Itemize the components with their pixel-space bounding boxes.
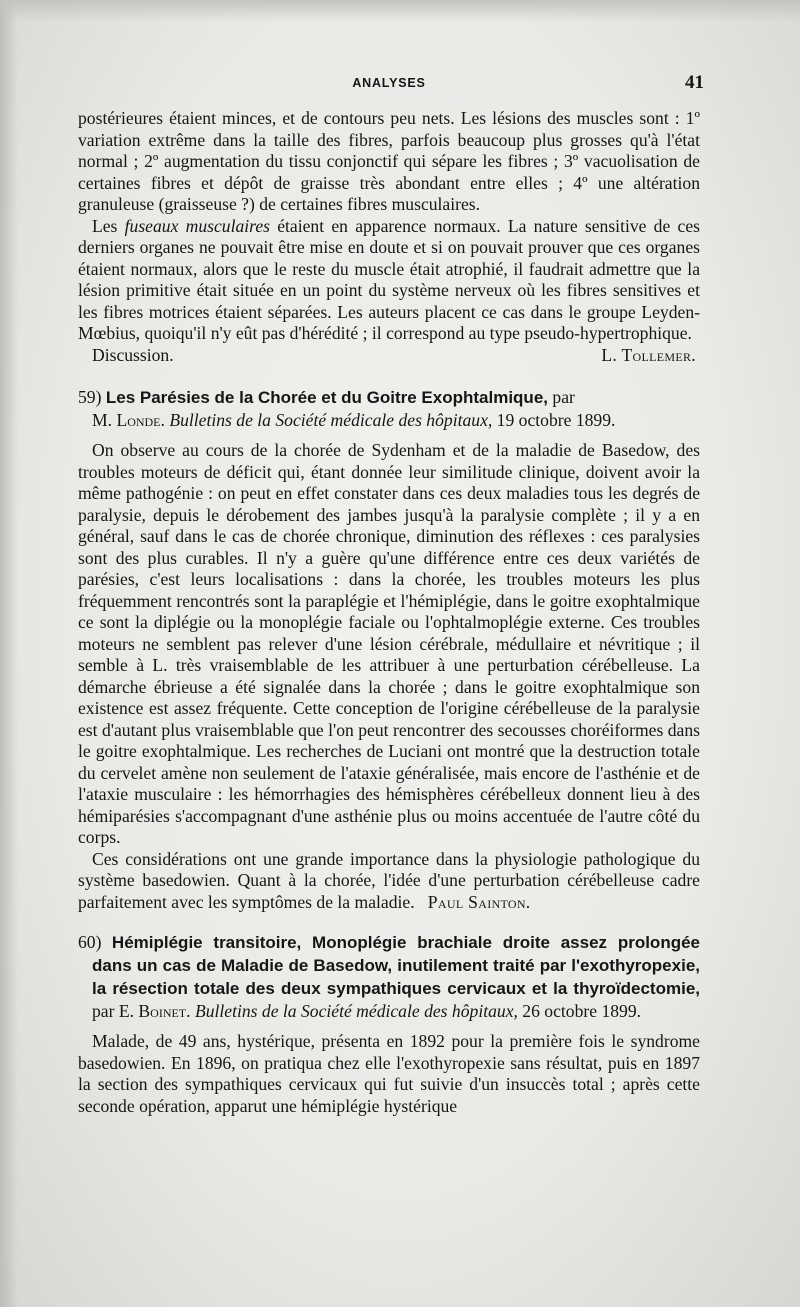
entry-59-number: 59) xyxy=(78,387,102,407)
entry-59-author: M. Londe. xyxy=(92,410,165,430)
intro-paragraph-2-lead: Les xyxy=(92,215,125,236)
entry-59-title: Les Parésies de la Chorée et du Goitre Exophtalmique, xyxy=(105,388,548,407)
page-body xyxy=(78,108,700,1117)
intro-signature-line xyxy=(78,345,700,367)
entry-59-date: 19 octobre 1899. xyxy=(492,410,616,430)
discussion-label: Discussion. xyxy=(92,344,174,365)
signature-sainton: Paul Sainton. xyxy=(427,891,531,912)
page-shadow-top xyxy=(0,0,800,22)
entry-60-source: Bulletins de la Société médicale des hôpitaux, xyxy=(190,1001,518,1021)
entry-60-date: 26 octobre 1899. xyxy=(517,1001,642,1021)
entry-60-heading xyxy=(78,931,700,1022)
entry-59-par: par xyxy=(548,387,575,407)
page-shadow-left xyxy=(0,0,18,1307)
entry-60-title: Hémiplégie transitoire, Monoplégie brachiale droite assez prolongée dans un cas de Maladie de Basedow, inutilement traité par l'exothyropexie, la résection totale des deux sympathiques cervicaux et la thyroïdectomie, xyxy=(92,933,700,998)
entry-59-heading xyxy=(78,386,700,431)
intro-paragraph-2-rest: étaient en apparence normaux. La nature sensitive de ces derniers organes ne pouvait être mise en doute et si on pouvait prouver que ces organes étaient normaux, alors que le reste du muscle était atrophié, il faudrait admettre que la lésion primitive était située en un point du système nerveux où les fibres sensitives et les fibres motrices étaient séparées. Les auteurs placent ce cas dans le groupe Leyden-Mœbius, quoiqu'il n'y eût pas d'hérédité ; il correspond au type pseudo-hypertrophique. xyxy=(78,215,700,343)
entry-59-paragraph-2-text: Ces considérations ont une grande importance dans la physiologie pathologique du système basedowien. Quant à la chorée, l'idée d'une perturbation cérébelleuse cadre parfaitement avec les symptômes de la maladie. xyxy=(78,848,700,912)
entry-59-source: Bulletins de la Société médicale des hôpitaux, xyxy=(169,410,493,430)
page-header xyxy=(78,72,704,96)
signature-tollemer: L. Tollemer. xyxy=(601,344,696,365)
entry-60-par: par xyxy=(92,1001,119,1021)
intro-paragraph-2-italic: fuseaux musculaires xyxy=(124,215,270,236)
page-number: 41 xyxy=(685,72,704,93)
entry-59-paragraph-1: On observe au cours de la chorée de Sydenham et de la maladie de Basedow, des troubles moteurs de déficit qui, étant donnée leur similitude clinique, doivent avoir la même pathogénie : on peut en effet constater dans ces deux maladies tous les degrés de paralysie, depuis le dérobement des jambes jusqu'à la paralysie complète ; il y a en général, sauf dans le cas de chorée chronique, diminution des réflexes : ces paralysies sont des plus curables. Il n'y a guère qu'une différence entre ces deux variétés de parésies, c'est leurs localisations : dans la chorée, les troubles moteurs les plus fréquemment rencontrés sont la paraplégie et l'hémiplégie, dans le goitre exophtalmique ce sont la diplégie ou la monoplégie faciale ou l'ophtalmoplégie externe. Ces troubles moteurs ne semblent pas relever d'une lésion cérébrale, médullaire et névritique ; il semble à L. très vraisemblable de les attribuer à une perturbation cérébelleuse. La démarche ébrieuse a été signalée dans la chorée ; dans le goitre exophtalmique son existence est assez fréquente. Cette conception de l'origine cérébelleuse de la paralysie est d'autant plus vraisemblable que l'on peut rencontrer des secousses choréiformes dans le goitre exophtalmique. Les recherches de Luciani ont montré que la destruction totale du cervelet amène non seulement de l'ataxie généralisée, mais encore de l'asthénie et de l'ataxie musculaire : les hémorrhagies des hémisphères cérébelleux donnent lieu à des hémiparésies s'accompagnant d'une asthénie plus ou moins accentuée de l'autre côté du corps. xyxy=(78,440,700,847)
entry-60-number: 60) xyxy=(78,932,102,952)
running-head: ANALYSES xyxy=(352,76,426,90)
entry-59-paragraph-2 xyxy=(78,849,700,914)
intro-paragraph-1: postérieures étaient minces, et de contours peu nets. Les lésions des muscles sont : 1º variation extrême dans la taille des fibres, parfois beaucoup plus grosses qu'à l'état normal ; 2º augmentation du tissu conjonctif qui sépare les fibres ; 3º vacuolisation de certaines fibres et dépôt de graisse très abondant entre elles ; 4º une altération granuleuse (graisseuse ?) de certaines fibres musculaires. xyxy=(78,108,700,214)
intro-paragraph-2 xyxy=(78,216,700,345)
entry-59-citation xyxy=(78,409,700,431)
entry-60-paragraph-1: Malade, de 49 ans, hystérique, présenta en 1892 pour la première fois le syndrome basedowien. En 1896, on pratiqua chez elle l'exothyropexie sans résultat, puis en 1897 la section des sympathiques cervicaux qui fut suivie d'un insuccès total ; après cette seconde opération, apparut une hémiplégie hystérique xyxy=(78,1031,700,1116)
entry-60-author: E. Boinet. xyxy=(118,1001,191,1021)
